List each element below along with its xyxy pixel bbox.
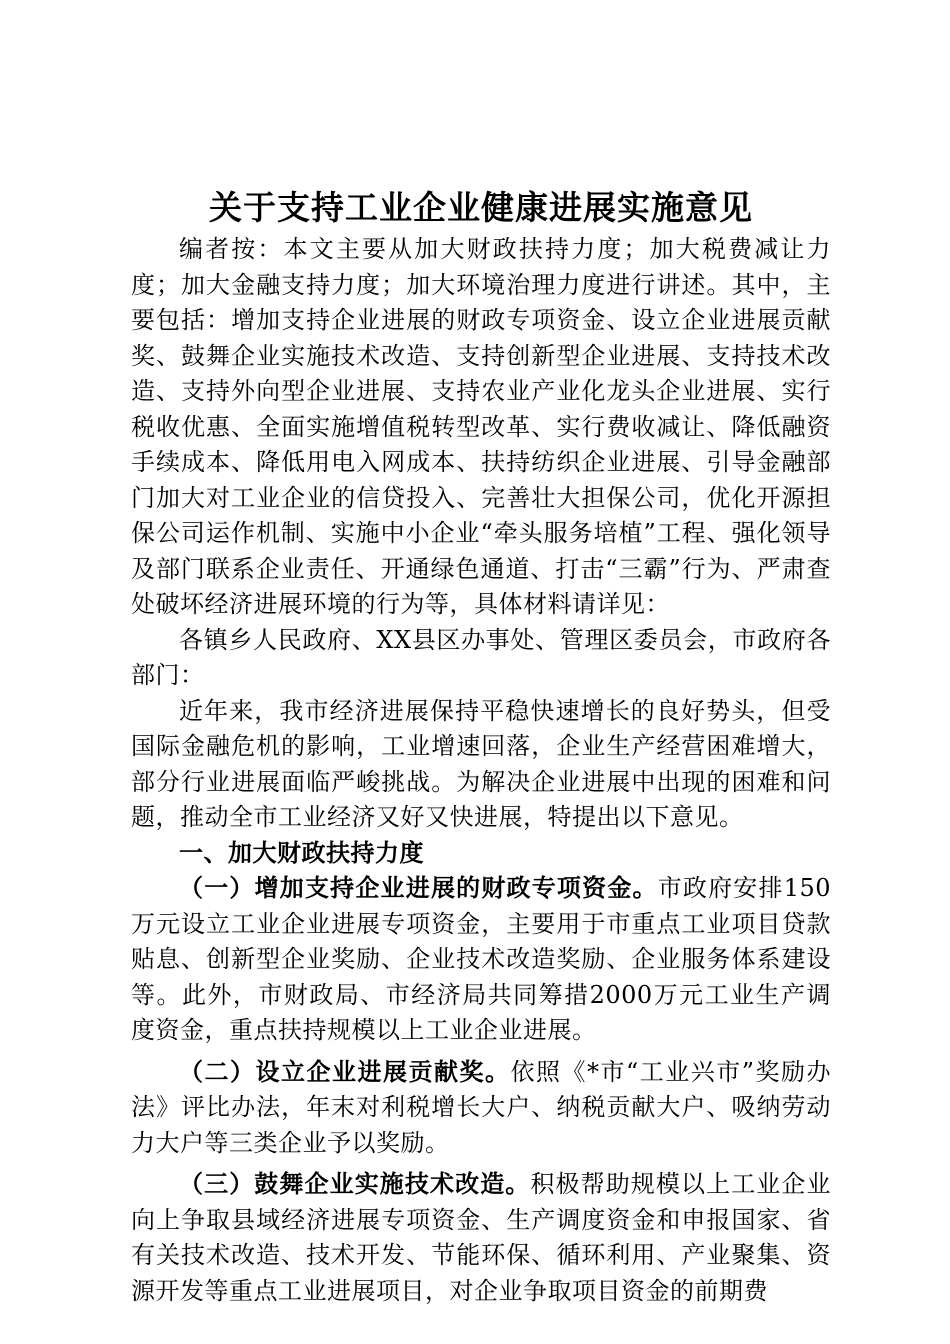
editor-note-paragraph: 编者按：本文主要从加大财政扶持力度；加大税费减让力度；加大金融支持力度；加大环境治理力度进行讲述。其中，主要包括：增加支持企业进展的财政专项资金、设立企业进展贡献奖、鼓舞企业实施技术改造、支持创新型企业进展、支持技术改造、支持外向型企业进展、支持农业产业化龙头企业进展、实行税收优惠、全面实施增值税转型改革、实行费收减让、降低融资手续成本、降低用电入网成本、扶持纺织企业进展、引导金融部门加大对工业企业的信贷投入、完善壮大担保公司，优化开源担保公司运作机制、实施中小企业“牵头服务培植”工程、强化领导及部门联系企业责任、开通绿色通道、打击“三霸”行为、严肃查处破坏经济进展环境的行为等，具体材料请详见： [131, 235, 831, 618]
item-heading-1: （一）增加支持企业进展的财政专项资金。 [179, 874, 658, 902]
item-heading-2: （二）设立企业进展贡献奖。 [179, 1057, 511, 1086]
item-paragraph-2 [131, 1055, 831, 1162]
document-body [131, 232, 831, 1309]
intro-paragraph: 近年来，我市经济进展保持平稳快速增长的良好势头，但受国际金融危机的影响，工业增速回落，企业生产经营困难增大，部分行业进展面临严峻挑战。为解决企业进展中出现的困难和问题，推动全市工业经济又好又快进展，特提出以下意见。 [131, 696, 831, 831]
item-body-2: 依照《*市“工业兴市”奖励办法》评比办法，年末对利税增长大户、纳税贡献大户、吸纳劳动力大户等三类企业予以奖励。 [131, 1057, 831, 1157]
item-paragraph-1 [131, 871, 831, 1049]
item-heading-3: （三）鼓舞企业实施技术改造。 [179, 1170, 531, 1198]
section-heading-1: 一、加大财政扶持力度 [179, 838, 424, 867]
addressee-paragraph: 各镇乡人民政府、XX县区办事处、管理区委员会，市政府各部门： [131, 625, 831, 689]
item-body-3: 积极帮助规模以上工业企业向上争取县域经济进展专项资金、生产调度资金和申报国家、省有关技术改造、技术开发、节能环保、循环利用、产业聚集、资源开发等重点工业进展项目，对企业争取项目资金的前期费 [131, 1170, 832, 1305]
item-body-1: 市政府安排150万元设立工业企业进展专项资金，主要用于市重点工业项目贷款贴息、创新型企业奖励、企业技术改造奖励、企业服务体系建设等。此外，市财政局、市经济局共同筹措2000万元工业生产调度资金，重点扶持规模以上工业企业进展。 [131, 874, 832, 1044]
item-paragraph-3 [131, 1167, 831, 1309]
document-title: 关于支持工业企业健康进展实施意见 [209, 188, 753, 227]
